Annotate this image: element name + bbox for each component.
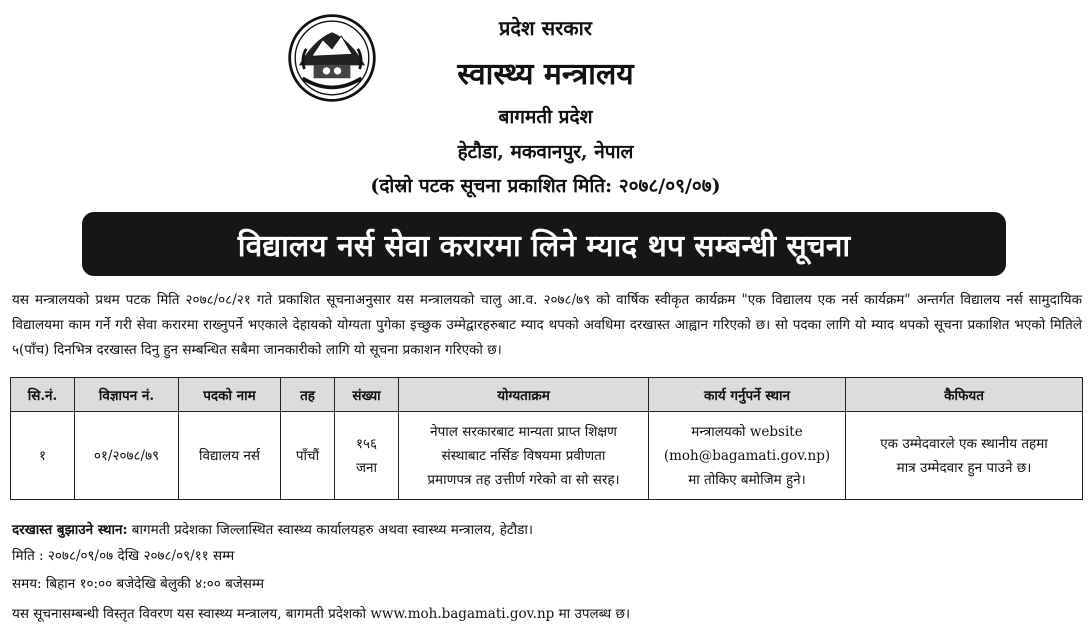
column-header: पदको नाम bbox=[179, 378, 281, 412]
table-row bbox=[11, 412, 1083, 500]
remarks-line: मात्र उम्मेदवार हुन पाउने छ। bbox=[896, 459, 1032, 476]
cell-qualification bbox=[399, 412, 649, 500]
intro-paragraph: यस मन्त्रालयको प्रथम पटक मिति २०७८/०८/२१ गते प्रकाशित सूचनाअनुसार यस मन्त्रालयको चालु आ.व. २०७८/७९ को वार्षिक स्वीकृत कार्यक्रम "एक विद्यालय एक नर्स कार्यक्रम" अन्तर्गत विद्यालय नर्स सामुदायिक विद्यालयमा काम गर्ने गरी सेवा करारमा राख्नुपर्ने भएकाले देहायको योग्यता पुगेका इच्छुक उम्मेद्वारहरुबाट म्याद थपको अवधिमा दरखास्त आह्वान गरिएको छ। सो पदका लागि यो म्याद थपको सूचना प्रकाशित भएको मितिले ५(पाँच) दिनभित्र दरखास्त दिनु हुन सम्बन्धित सबैमा जानकारीको लागि यो सूचना प्रकाशन गरिएको छ। bbox=[12, 292, 1082, 358]
province-heading: बागमती प्रदेश bbox=[498, 106, 593, 128]
count-number: १५६ bbox=[355, 435, 378, 452]
cell-post-name: विद्यालय नर्स bbox=[179, 412, 281, 500]
details-info: यस सूचनासम्बन्धी विस्तृत विवरण यस स्वास्थ्य मन्त्रालय, बागमती प्रदेशको www.moh.bagamati.gov.np मा उपलब्ध छ। bbox=[12, 606, 631, 622]
office-time: समय: बिहान १०:०० बजेदेखि बेलुकी ४:०० बजेसम्म bbox=[12, 576, 265, 592]
table-header-row bbox=[11, 378, 1083, 412]
publish-date: (दोस्रो पटक सूचना प्रकाशित मिति: २०७८/०९/०७) bbox=[370, 175, 721, 197]
submission-place-label: दरखास्त बुझाउने स्थान: bbox=[12, 522, 128, 538]
column-header: योग्यताक्रम bbox=[399, 378, 649, 412]
vacancy-table bbox=[10, 377, 1083, 500]
column-header: कार्य गर्नुपर्ने स्थान bbox=[649, 378, 846, 412]
column-header: तह bbox=[281, 378, 335, 412]
application-date: मिति : २०७८/०९/०७ देखि २०७८/०९/११ सम्म bbox=[12, 548, 235, 564]
remarks-line: एक उम्मेदवारले एक स्थानीय तहमा bbox=[880, 435, 1048, 452]
qualification-line: प्रमाणपत्र तह उत्तीर्ण गरेको वा सो सरह। bbox=[427, 471, 620, 488]
cell-remarks bbox=[846, 412, 1083, 500]
cell-count bbox=[335, 412, 399, 500]
column-header: विज्ञापन नं. bbox=[75, 378, 179, 412]
qualification-line: नेपाल सरकारबाट मान्यता प्राप्त शिक्षण bbox=[430, 423, 617, 440]
work-place-line: मन्त्रालयको website bbox=[691, 423, 803, 440]
submission-place bbox=[12, 520, 1082, 538]
count-unit: जना bbox=[355, 459, 377, 476]
notice-title: विद्यालय नर्स सेवा करारमा लिने म्याद थप सम्बन्धी सूचना bbox=[237, 228, 851, 264]
work-place-email: (moh@bagamati.gov.np) bbox=[663, 447, 831, 464]
column-header: कैफियत bbox=[846, 378, 1083, 412]
submission-place-value: बागमती प्रदेशका जिल्लास्थित स्वास्थ्य कार्यालयहरु अथवा स्वास्थ्य मन्त्रालय, हेटौडा। bbox=[127, 522, 534, 538]
cell-advertisement-number: ०१/२०७८/७९ bbox=[75, 412, 179, 500]
ministry-title: स्वास्थ्य मन्त्रालय bbox=[457, 57, 634, 92]
address-heading: हेटौडा, मकवानपुर, नेपाल bbox=[457, 141, 634, 163]
cell-work-place bbox=[649, 412, 846, 500]
qualification-line: संस्थाबाट नर्सिङ विषयमा प्रवीणता bbox=[441, 447, 606, 464]
notice-title-banner bbox=[82, 212, 1006, 276]
column-header: संख्या bbox=[335, 378, 399, 412]
column-header: सि.नं. bbox=[11, 378, 75, 412]
cell-level: पाँचौं bbox=[281, 412, 335, 500]
government-heading: प्रदेश सरकार bbox=[499, 16, 592, 40]
cell-serial-number: १ bbox=[11, 412, 75, 500]
work-place-line: मा तोकिए बमोजिम हुने। bbox=[688, 471, 806, 488]
